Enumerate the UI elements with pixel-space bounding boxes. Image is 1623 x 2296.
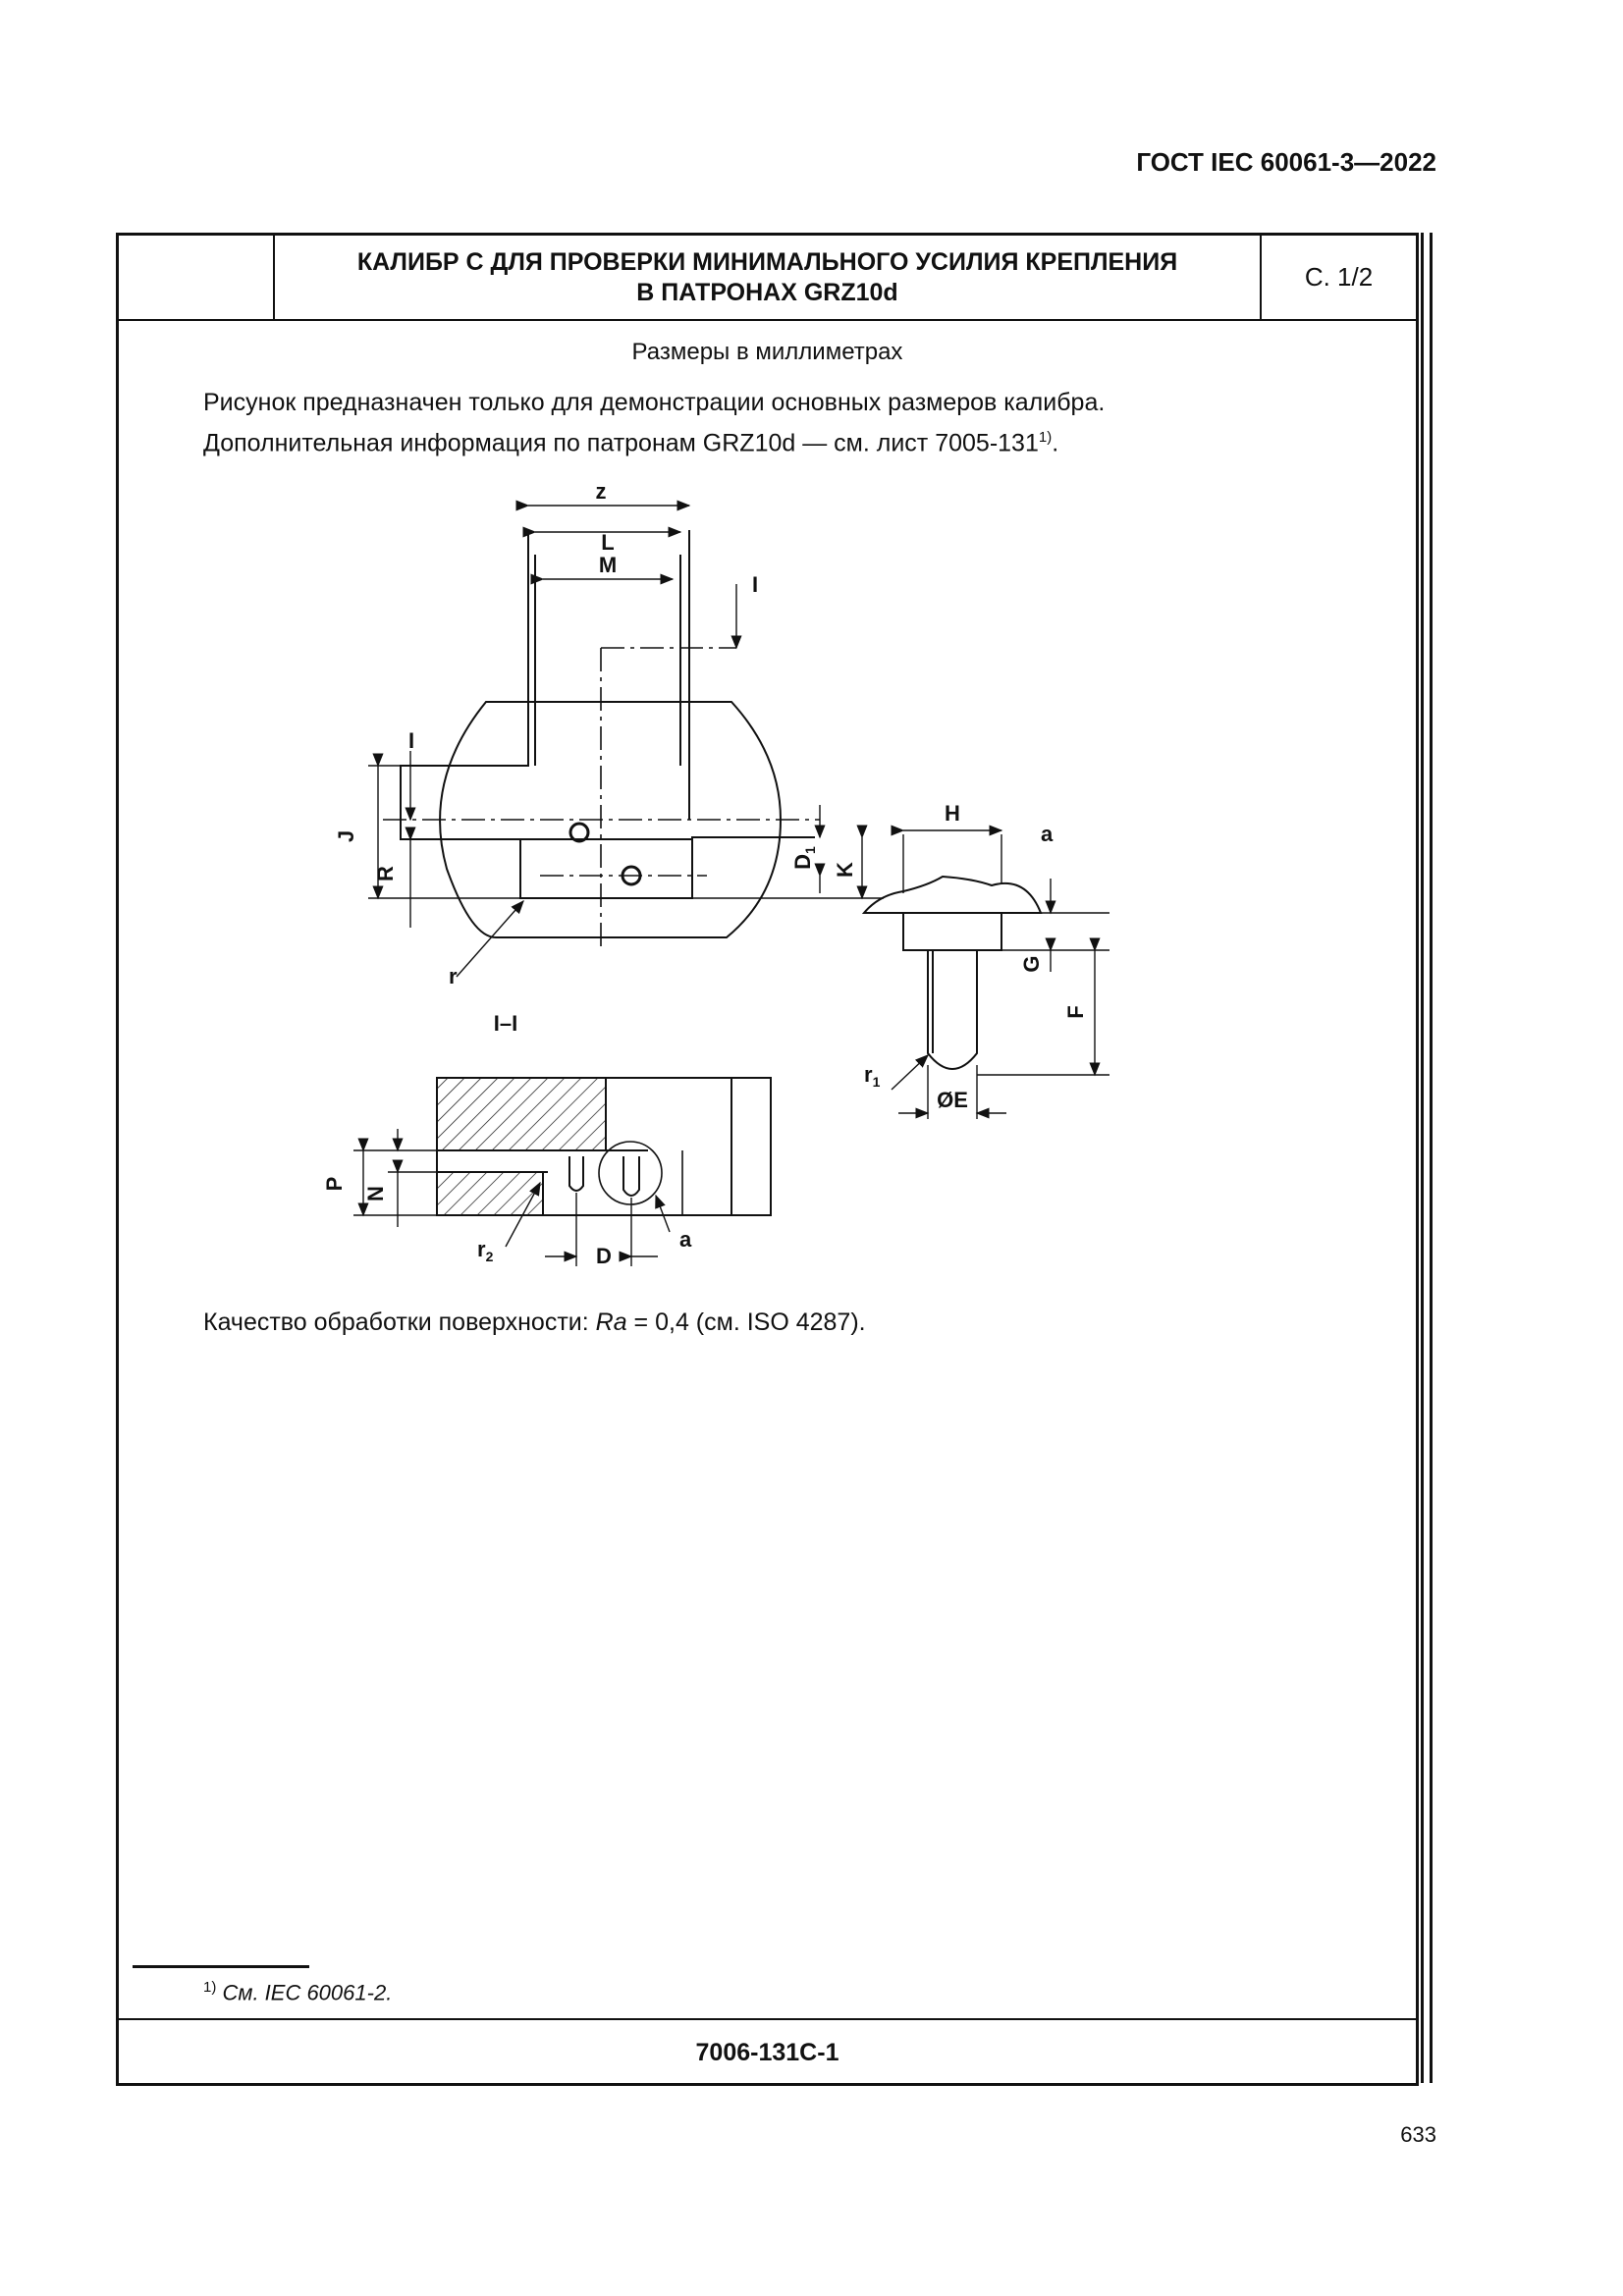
label-a-right: a bbox=[1041, 822, 1054, 846]
footnote-text: См. IEC 60061-2. bbox=[222, 1980, 393, 2005]
margin-rule-1 bbox=[1421, 233, 1424, 2083]
label-z: z bbox=[595, 481, 607, 504]
label-D: D bbox=[596, 1244, 612, 1268]
label-r: r bbox=[449, 964, 458, 988]
gauge-drawing bbox=[295, 481, 1247, 1315]
surface-quality-value: = 0,4 (см. ISO 4287). bbox=[626, 1308, 866, 1336]
label-H: H bbox=[945, 801, 960, 826]
label-r1: $r_1$ bbox=[864, 1062, 881, 1090]
footnote bbox=[203, 1979, 392, 2005]
label-L: L bbox=[601, 530, 615, 555]
intro-line-1: Рисунок предназначен только для демонстрации основных размеров калибра. bbox=[203, 389, 1106, 416]
section-pin-1 bbox=[569, 1156, 583, 1191]
gauge-section-view bbox=[353, 1078, 771, 1266]
intro-text bbox=[203, 386, 1105, 460]
sheet-title-line2: В ПАТРОНАХ GRZ10d bbox=[636, 278, 898, 306]
gauge-top-view bbox=[368, 506, 884, 977]
label-I-left: I bbox=[408, 728, 415, 753]
page-number: 633 bbox=[1400, 2122, 1436, 2147]
title-block bbox=[119, 236, 1416, 321]
intro-line-2: Дополнительная информация по патронам GRZ10d — см. лист 7005-131 bbox=[203, 429, 1039, 457]
pin-head bbox=[864, 877, 1041, 913]
pin-shank bbox=[928, 950, 977, 1069]
label-a-bottom: a bbox=[679, 1227, 692, 1252]
section-pin-2 bbox=[623, 1156, 639, 1196]
label-N: N bbox=[363, 1186, 388, 1201]
intro-footnote-ref: 1) bbox=[1038, 429, 1053, 446]
leader-a bbox=[656, 1196, 670, 1232]
sheet-code: 7006-131С-1 bbox=[119, 2018, 1416, 2085]
pin-collar bbox=[903, 913, 1001, 950]
label-D1: $D_1$ bbox=[790, 846, 818, 870]
label-J: J bbox=[334, 829, 358, 843]
surface-quality-param: Ra bbox=[595, 1308, 627, 1336]
surface-quality-label: Качество обработки поверхности: bbox=[203, 1308, 596, 1336]
title-block-blank-cell bbox=[119, 236, 275, 319]
detail-a-view bbox=[864, 830, 1109, 1119]
footnote-separator bbox=[133, 1965, 309, 1968]
label-section: I–I bbox=[493, 1011, 518, 1036]
leader-r1 bbox=[892, 1055, 928, 1090]
label-r2: $r_2$ bbox=[477, 1237, 494, 1264]
label-K: K bbox=[833, 862, 857, 878]
label-G: G bbox=[1019, 955, 1044, 973]
label-R: R bbox=[373, 866, 398, 881]
label-M: M bbox=[598, 553, 618, 577]
footnote-marker: 1) bbox=[203, 1979, 217, 1996]
margin-rule-2 bbox=[1430, 233, 1433, 2083]
label-I-top: I bbox=[752, 572, 759, 597]
label-E: ØE bbox=[937, 1088, 968, 1112]
sheet-title bbox=[275, 236, 1262, 319]
standard-number: ГОСТ IEC 60061-3—2022 bbox=[1136, 147, 1436, 177]
sheet-number: С. 1/2 bbox=[1304, 262, 1374, 292]
dimensions-note: Размеры в миллиметрах bbox=[631, 339, 903, 365]
section-hatch-lower bbox=[437, 1172, 543, 1215]
sheet-title-line1: КАЛИБР С ДЛЯ ПРОВЕРКИ МИНИМАЛЬНОГО УСИЛИЯ КРЕПЛЕНИЯ bbox=[356, 247, 1178, 276]
label-P: P bbox=[322, 1176, 347, 1192]
label-F: F bbox=[1063, 1005, 1088, 1019]
section-hatch-upper bbox=[437, 1078, 606, 1150]
intro-line-2-end: . bbox=[1052, 429, 1059, 457]
